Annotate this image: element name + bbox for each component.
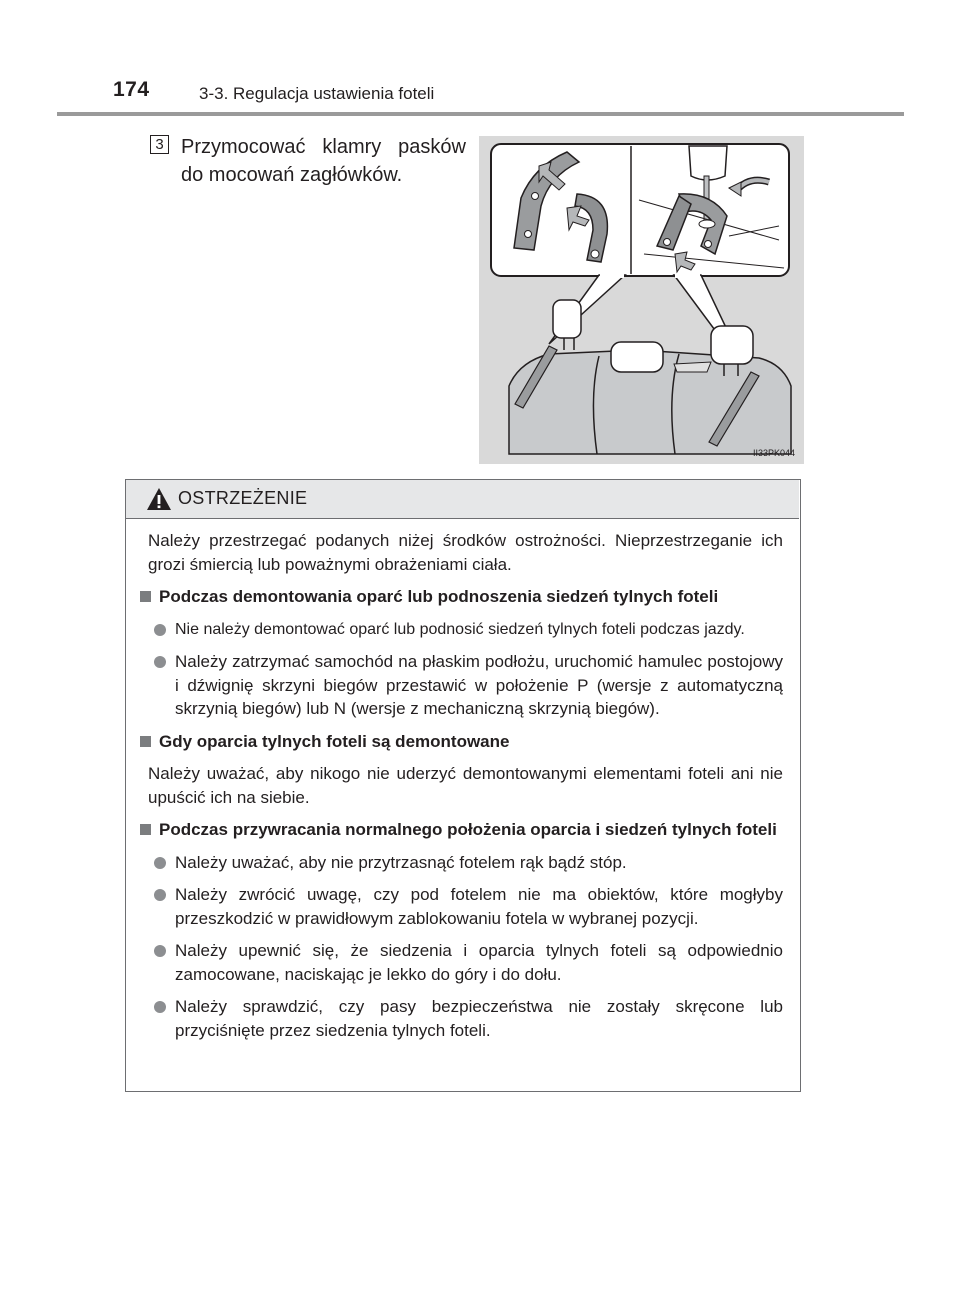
step-number-box: 3: [150, 135, 169, 154]
seat-belt-illustration: [479, 136, 804, 464]
warning-triangle-icon: [146, 487, 172, 511]
list-item: Należy zwrócić uwagę, czy pod fotelem nie ma obiektów, które mogłyby przeszkodzić w prawidłowym zablokowaniu fotela w wybranej pozycji.: [154, 883, 783, 930]
illustration-drawing: [479, 136, 804, 464]
section-heading: Gdy oparcia tylnych foteli są demontowane: [140, 730, 783, 754]
section-title: 3-3. Regulacja ustawienia foteli: [199, 84, 435, 103]
section-heading: Podczas demontowania oparć lub podnoszenia siedzeń tylnych foteli: [140, 585, 783, 609]
square-bullet-icon: [140, 591, 151, 602]
warning-body: [126, 529, 799, 1051]
circle-bullet-icon: [154, 624, 166, 636]
circle-bullet-icon: [154, 656, 166, 668]
page-number: 174: [113, 78, 150, 101]
warning-header: [126, 480, 799, 519]
step-instruction: Przymocować klamry pasków do mocowań zagłówków.: [181, 136, 466, 186]
list-item: Należy upewnić się, że siedzenia i oparcia tylnych foteli są odpowiednio zamocowane, naciskając je lekko do góry i do dołu.: [154, 939, 783, 986]
list-item: Nie należy demontować oparć lub podnosić siedzeń tylnych foteli podczas jazdy.: [154, 618, 783, 642]
square-bullet-icon: [140, 824, 151, 835]
warning-box: [125, 479, 801, 1092]
circle-bullet-icon: [154, 857, 166, 869]
header-divider: [57, 112, 904, 116]
list-item: Należy zatrzymać samochód na płaskim podłożu, uruchomić hamulec postojowy i dźwignię skrzyni biegów przestawić w położenie P (wersje z automatyczną skrzynią biegów) lub N (wersje z mechaniczną skrzynią biegów).: [154, 650, 783, 721]
list-item: Należy uważać, aby nie przytrzasnąć fotelem rąk bądź stóp.: [154, 851, 783, 875]
figure-code: II33PK044: [752, 448, 795, 458]
section-text: Należy uważać, aby nikogo nie uderzyć demontowanymi elementami foteli ani nie upuścić ich na siebie.: [148, 764, 783, 807]
square-bullet-icon: [140, 736, 151, 747]
list-item: Należy sprawdzić, czy pasy bezpieczeństwa nie zostały skręcone lub przyciśnięte przez siedzenia tylnych foteli.: [154, 995, 783, 1042]
warning-intro: Należy przestrzegać podanych niżej środków ostrożności. Nieprzestrzeganie ich grozi śmiercią lub poważnymi obrażeniami ciała.: [148, 531, 783, 574]
circle-bullet-icon: [154, 889, 166, 901]
warning-title: OSTRZEŻENIE: [178, 488, 308, 508]
section-heading: Podczas przywracania normalnego położenia oparcia i siedzeń tylnych foteli: [140, 818, 783, 842]
circle-bullet-icon: [154, 1001, 166, 1013]
circle-bullet-icon: [154, 945, 166, 957]
page-header: [0, 0, 960, 120]
